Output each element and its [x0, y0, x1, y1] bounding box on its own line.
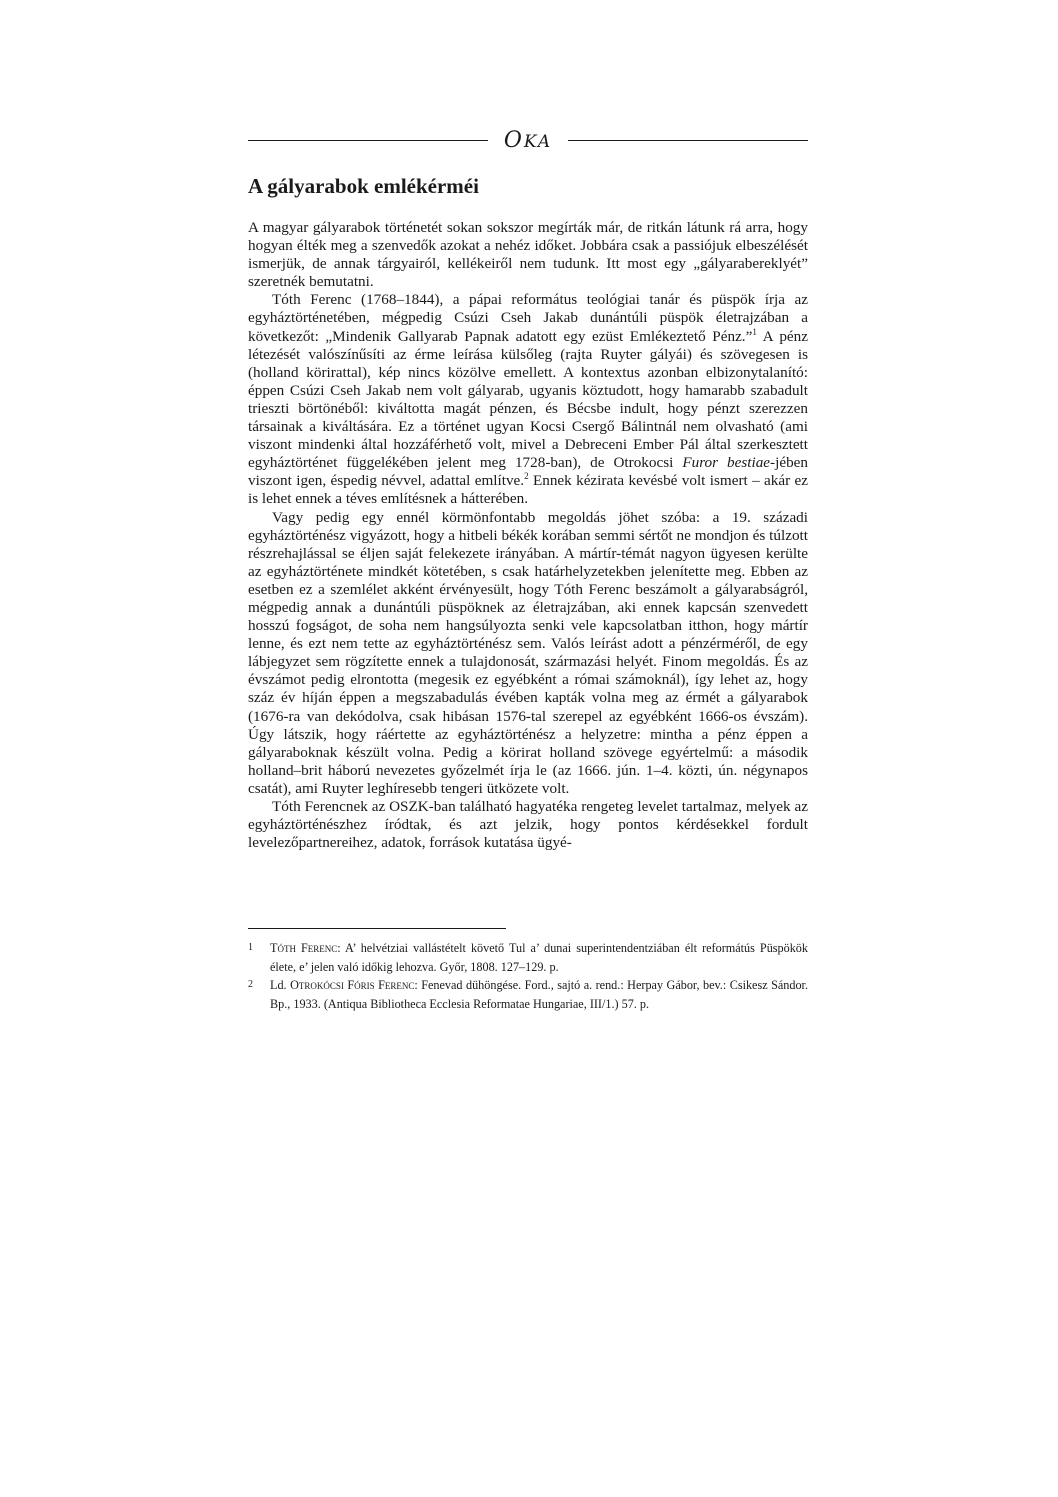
footnote-number: 1 [248, 942, 253, 954]
paragraph-2-part-a: Tóth Ferenc (1768–1844), a pápai református teológiai tanár és püspök írja az egyháztörténetében, mégpedig Csúzi Cseh Jakab dunántúli püspök életrajzában a következőt: „Mindenik Gallyarab Papnak adatott egy ezüst Emlékeztető Pénz.” [248, 291, 808, 345]
footnote-ref-2[interactable]: 2 [524, 471, 529, 482]
footnote-prefix: Ld. [270, 978, 291, 993]
section-label [488, 128, 568, 153]
footnote-2 [248, 976, 808, 1013]
paragraph-4: Tóth Ferencnek az OSZK-ban található hagyatéka rengeteg levelet tartalmaz, melyek az egyháztörténészhez íródtak, és azt jelzik, hogy pontos kérdésekkel fordult levelezőpartnereihez, adatok, források kutatása ügyé- [248, 798, 808, 852]
page [248, 120, 808, 1013]
header-rule-left [248, 140, 488, 141]
footnote-citation: : A’ helvétziai vallástételt követő Tul a’ dunai superintendentziában élt reformátús Püspökök élete, e’ jelen való időkig lehozva. Győr, 1808. 127–129. p. [270, 941, 808, 974]
paragraph-2-part-b: A pénz létezését valószínűsíti az érme leírása külsőleg (rajta Ruyter gályái) és szövegesen is (holland körirattal), kép nincs közölve emellett. A kontextus azonban elbizonytalanító: éppen Csúzi Cseh Jakab nem volt gályarab, ugyanis köztudott, hogy hamarabb szabadult trieszti börtönéből: kiváltotta magát pénzen, és Bécsbe indult, hogy pénzt szerezzen társainak a kiváltására. Ez a történet ugyan Kocsi Csergő Bálintnál nem olvasható (ami viszont mindenki által hozzáférhető volt, mivel a Debreceni Ember Pál által szerkesztett egyháztörténet függelékében jelent meg 1728-ban), de Otrokocsi [248, 327, 808, 472]
footnote-text [270, 939, 808, 976]
running-head [248, 120, 808, 160]
footnote-author: Tóth Ferenc [270, 941, 338, 956]
footnote-text [270, 976, 808, 1013]
footnote-separator [248, 928, 506, 929]
footnote-number: 2 [248, 979, 253, 991]
paragraph-2 [248, 291, 808, 508]
paragraph-2-part-d: Ennek kézirata kevésbé volt ismert – akár ez is lehet ennek a téves említésnek a hátterében. [248, 472, 808, 508]
section-label-initial: O [503, 127, 524, 153]
section-label-rest: KA [523, 131, 553, 152]
work-title-italic: Furor bestiae [682, 454, 771, 472]
footnote-author: Otrokócsi Fóris Ferenc [290, 978, 415, 993]
paragraph-2-part-c: -jében viszont igen, éspedig névvel, adattal említve. [248, 454, 808, 490]
article-body [248, 219, 808, 852]
paragraph-3: Vagy pedig egy ennél körmönfontabb megoldás jöhet szóba: a 19. századi egyháztörténész vigyázott, hogy a hitbeli békék korában semmi sértőt ne mondjon és túlzott részrehajlással se éljen saját felekezete irányában. A mártír-témát nagyon ügyesen kerülte az egyháztörténete mindkét kötetében, s csak határhelyzetekben jelenítette meg. Ebben az esetben ez a szemlélet akként érvényesült, hogy Tóth Ferenc beszámolt a gályarabságról, mégpedig annak a dunántúli püspöknek az életrajzában, aki ennek kapcsán szenvedett hosszú fogságot, de soha nem hangsúlyozta senki vele kapcsolatban itthon, hogy mártír lenne, és ezt nem tette az egyháztörténész sem. Valós leírást adott a pénzérméről, de egy lábjegyzet sem rögzítette ennek a tulajdonosát, származási helyét. Finom megoldás. És az évszámot pedig elrontotta (megesik ez egyébként a római számoknál), így lehet az, hogy száz év híján éppen a megszabadulás évében kapták volna meg az érmét a gályarabok (1676-ra van dekódolva, csak hibásan 1576-tal szerepel az egyébként 1666-os évszám). Úgy látszik, hogy ráértette az egyháztörténész a helyzetre: mintha a pénz éppen a gályaraboknak készült volna. Pedig a körirat holland szövege egyértelmű: a második holland–brit háború nevezetes győzelmét írja le (az 1666. jún. 1–4. közti, ún. négynapos csatát), ami Ruyter leghíresebb tengeri ütközete volt. [248, 508, 808, 797]
header-rule-right [568, 140, 808, 141]
footnote-ref-1[interactable]: 1 [752, 326, 757, 337]
paragraph-1: A magyar gályarabok történetét sokan sokszor megírták már, de ritkán látunk rá arra, hogy hogyan élték meg a szenvedők azokat a nehéz időket. Jobbára csak a passiójuk elbeszélését ismerjük, de annak tárgyairól, kellékeiről nem tudunk. Itt most egy „gályarabereklyét” szeretnék bemutatni. [248, 219, 808, 291]
footnote-citation: : Fenevad dühöngése. Ford., sajtó a. rend.: Herpay Gábor, bev.: Csikesz Sándor. Bp., 1933. (Antiqua Bibliotheca Ecclesia Reformatae Hungariae, III/1.) 57. p. [270, 978, 808, 1011]
article-title: A gályarabok emlékérméi [248, 174, 479, 198]
footnote-1 [248, 939, 808, 976]
